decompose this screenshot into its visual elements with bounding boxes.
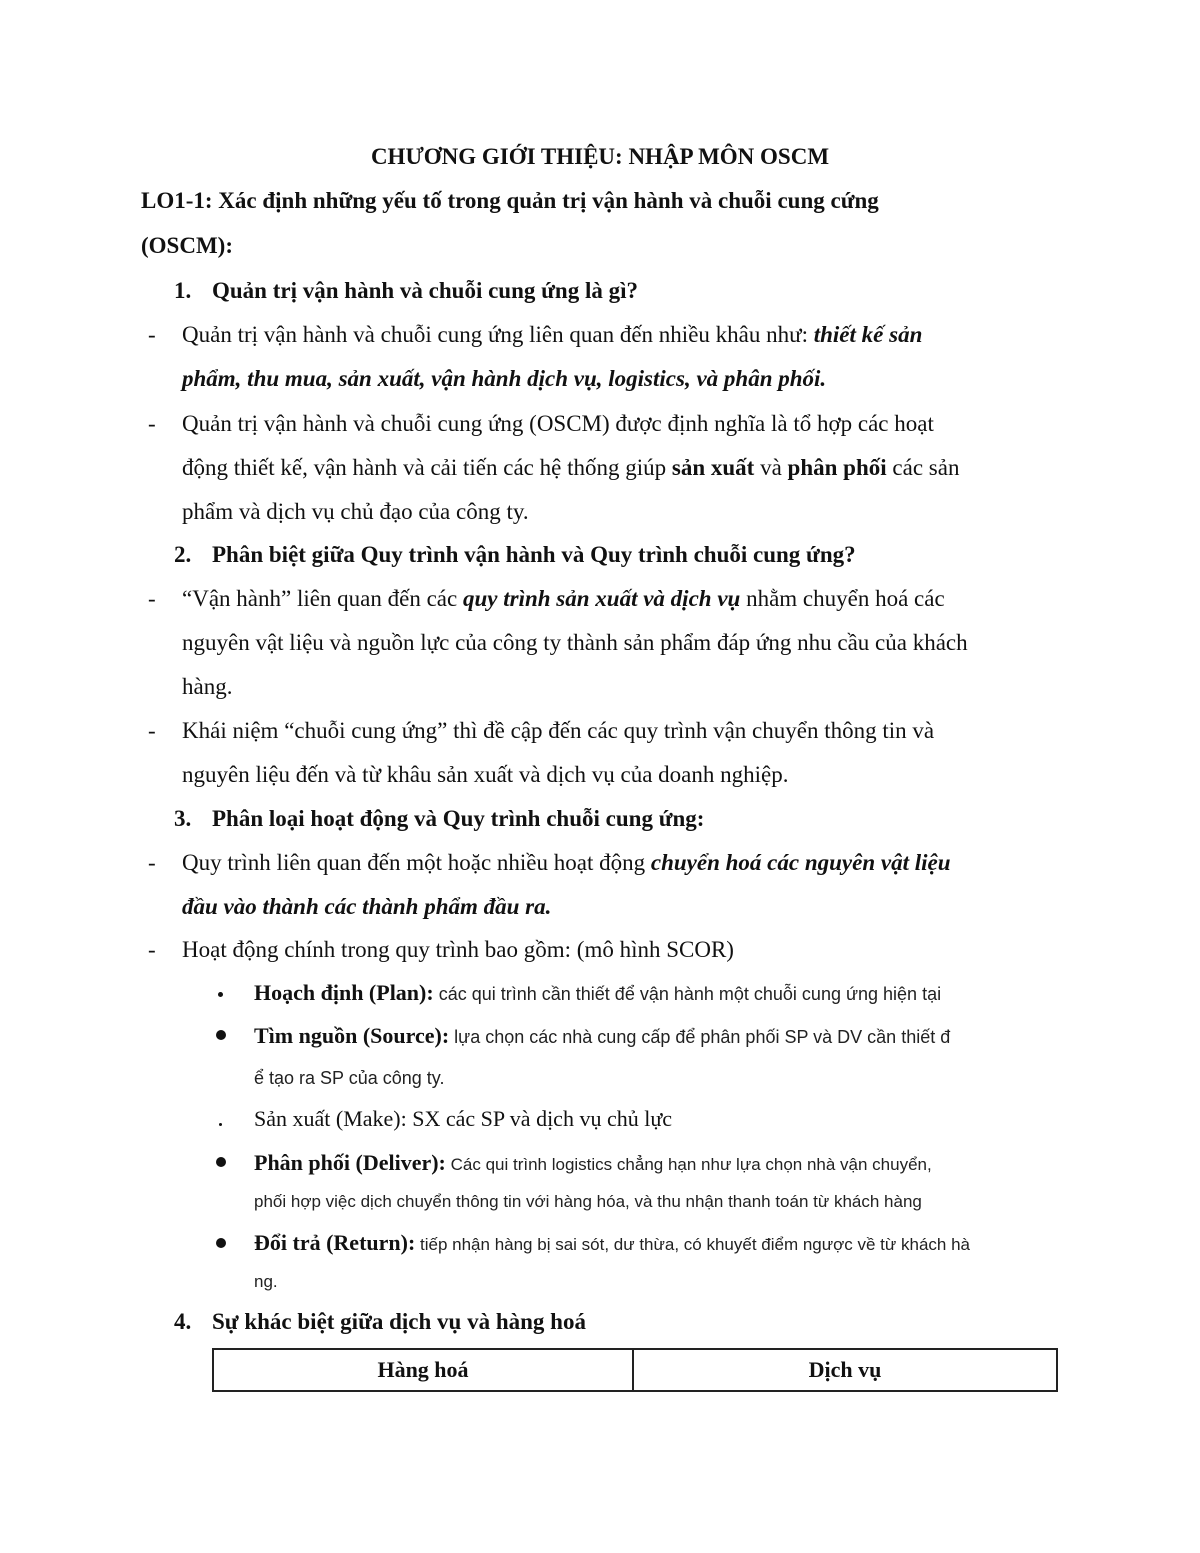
- s2-b2-line1: Khái niệm “chuỗi cung ứng” thì đề cập đến các quy trình vận chuyển thông tin và: [182, 718, 935, 743]
- table-header-goods: Hàng hoá: [213, 1349, 633, 1391]
- section3-title: Phân loại hoạt động và Quy trình chuỗi cung ứng:: [212, 806, 705, 831]
- scor-deliver-text1: Các qui trình logistics chẳng hạn như lựa chọn nhà vận chuyển,: [445, 1155, 932, 1174]
- scor-return-line2: ng.: [254, 1272, 278, 1291]
- s1-b2-bold-b: phân phối: [787, 455, 887, 480]
- scor-make: [254, 1106, 672, 1132]
- page-title: CHƯƠNG GIỚI THIỆU: NHẬP MÔN OSCM: [370, 144, 830, 169]
- section1-number: 1.: [174, 278, 192, 303]
- table-header-services: Dịch vụ: [633, 1349, 1057, 1391]
- bullet-dot-icon: [216, 1238, 226, 1248]
- scor-deliver: [254, 1150, 932, 1176]
- s1-b1-line2: phẩm, thu mua, sản xuất, vận hành dịch vụ, logistics, và phân phối.: [182, 366, 827, 391]
- s1-b2-text-c: và: [754, 455, 788, 480]
- s1-b2-line3: phẩm và dịch vụ chủ đạo của công ty.: [182, 499, 529, 524]
- section2-title: Phân biệt giữa Quy trình vận hành và Quy trình chuỗi cung ứng?: [212, 542, 856, 567]
- bullet-dot-icon: [218, 992, 223, 997]
- s2-b1-text-a: “Vận hành” liên quan đến các: [182, 586, 463, 611]
- scor-deliver-label: Phân phối (Deliver):: [254, 1150, 446, 1175]
- section1-title: Quản trị vận hành và chuỗi cung ứng là gì?: [212, 278, 638, 303]
- s1-b1-emphasis: thiết kế sản: [813, 322, 923, 347]
- scor-source-text1: lựa chọn các nhà cung cấp để phân phối SP và DV cần thiết đ: [449, 1027, 951, 1047]
- scor-return: [254, 1230, 970, 1256]
- section4-number: 4.: [174, 1309, 192, 1334]
- section2-heading: [174, 542, 856, 568]
- section4-title: Sự khác biệt giữa dịch vụ và hàng hoá: [212, 1309, 586, 1334]
- bullet-dot-icon: [216, 1030, 226, 1040]
- section3-heading: [174, 806, 704, 832]
- s3-b1-emphasis: chuyển hoá các nguyên vật liệu: [650, 850, 951, 875]
- scor-plan-label: Hoạch định (Plan):: [254, 980, 434, 1005]
- scor-source-label: Tìm nguồn (Source):: [254, 1023, 450, 1048]
- section1-heading: [174, 278, 638, 304]
- scor-plan-text: các qui trình cần thiết để vận hành một chuỗi cung ứng hiện tại: [433, 984, 942, 1004]
- bullet-marker: -: [148, 937, 156, 962]
- bullet-marker: -: [148, 586, 156, 611]
- scor-return-text1: tiếp nhận hàng bị sai sót, dư thừa, có khuyết điểm ngược về từ khách hà: [415, 1235, 971, 1254]
- s2-b1-line2: nguyên vật liệu và nguồn lực của công ty thành sản phẩm đáp ứng nhu cầu của khách: [182, 630, 968, 655]
- bullet-dot-icon: [216, 1157, 226, 1167]
- s1-b2-line1: Quản trị vận hành và chuỗi cung ứng (OSCM) được định nghĩa là tổ hợp các hoạt: [182, 411, 934, 436]
- scor-source: [254, 1023, 950, 1049]
- scor-plan: [254, 980, 941, 1006]
- s1-b2-bold-a: sản xuất: [671, 455, 755, 480]
- learning-objective-line1: LO1-1: Xác định những yếu tố trong quản trị vận hành và chuỗi cung cứng: [141, 188, 879, 213]
- s2-b1-emphasis: quy trình sản xuất và dịch vụ: [462, 586, 741, 611]
- bullet-marker: -: [148, 718, 156, 743]
- table-divider: [213, 1391, 1057, 1395]
- scor-make-label: Sản xuất (Make):: [254, 1106, 407, 1131]
- s1-b1-text: Quản trị vận hành và chuỗi cung ứng liên quan đến nhiều khâu như:: [182, 322, 814, 347]
- s1-b2-text-e: các sản: [886, 455, 960, 480]
- scor-deliver-line2: phối hợp việc dịch chuyển thông tin với hàng hóa, và thu nhận thanh toán từ khách hàng: [254, 1192, 922, 1211]
- s3-b1-text: Quy trình liên quan đến một hoặc nhiều hoạt động: [182, 850, 651, 875]
- section2-number: 2.: [174, 542, 192, 567]
- table-header-row: [213, 1349, 1057, 1391]
- bullet-marker: -: [148, 411, 156, 436]
- s1-b2-line2: [182, 455, 959, 481]
- section3-number: 3.: [174, 806, 192, 831]
- s2-b1-line3: hàng.: [182, 674, 233, 699]
- s1-b1-line1: [182, 322, 922, 348]
- scor-source-line2: ể tạo ra SP của công ty.: [254, 1068, 445, 1088]
- scor-make-text: SX các SP và dịch vụ chủ lực: [406, 1106, 673, 1131]
- s2-b2-line2: nguyên liệu đến và từ khâu sản xuất và dịch vụ của doanh nghiệp.: [182, 762, 789, 787]
- s3-b1-line1: [182, 850, 951, 876]
- bullet-dot-icon: [219, 1123, 222, 1126]
- s1-b2-text-a: động thiết kế, vận hành và cải tiến các hệ thống giúp: [182, 455, 672, 480]
- s2-b1-text-b: nhằm chuyển hoá các: [740, 586, 945, 611]
- scor-return-label: Đổi trả (Return):: [254, 1230, 416, 1255]
- bullet-marker: -: [148, 850, 156, 875]
- section4-heading: [174, 1309, 586, 1335]
- comparison-table: [212, 1348, 1058, 1395]
- learning-objective-line2: (OSCM):: [141, 233, 233, 258]
- bullet-marker: -: [148, 322, 156, 347]
- s3-b2-line1: Hoạt động chính trong quy trình bao gồm: (mô hình SCOR): [182, 937, 734, 962]
- s2-b1-line1: [182, 586, 945, 612]
- s3-b1-line2: đầu vào thành các thành phẩm đầu ra.: [182, 894, 552, 919]
